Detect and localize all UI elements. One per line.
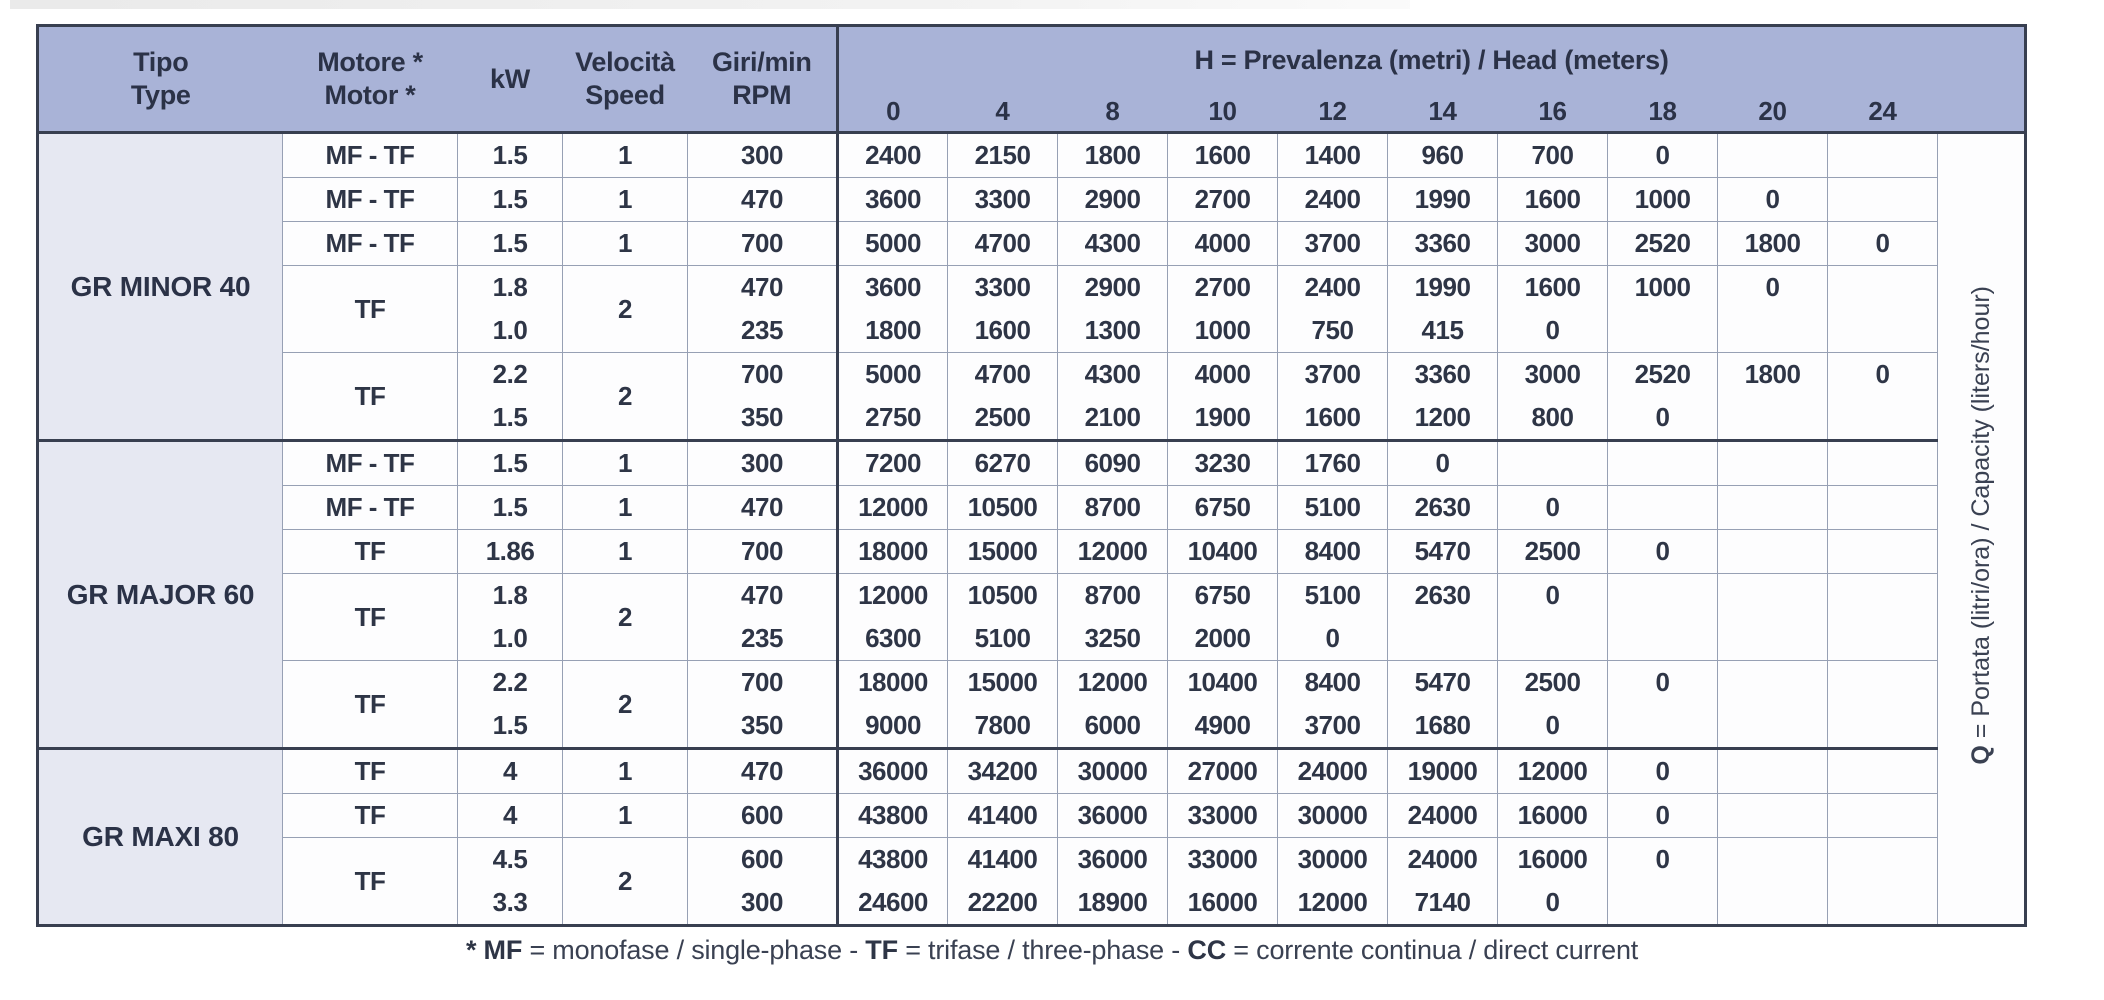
head-8-cell: 12000	[1058, 530, 1168, 574]
head-16-cell: 16000	[1498, 794, 1608, 838]
head-0-cell: 5000 2750	[838, 353, 948, 441]
kw-cell: 1.8 1.0	[458, 574, 563, 661]
speed-cell: 2	[563, 266, 688, 353]
head-16-cell: 2500 0	[1498, 661, 1608, 749]
head-12-cell: 1400	[1278, 133, 1388, 178]
head-value-18: 18	[1608, 93, 1718, 133]
speed-cell: 2	[563, 838, 688, 926]
col-header-motore	[283, 26, 458, 133]
head-8-cell: 8700	[1058, 486, 1168, 530]
head-4-cell: 6270	[948, 441, 1058, 486]
head-4-cell: 4700	[948, 222, 1058, 266]
speed-cell: 1	[563, 530, 688, 574]
head-12-cell: 5100	[1278, 486, 1388, 530]
motor-cell: TF	[283, 794, 458, 838]
head-4-cell: 10500	[948, 486, 1058, 530]
motor-cell: TF	[283, 574, 458, 661]
kw-cell: 2.2 1.5	[458, 661, 563, 749]
head-18-cell	[1608, 486, 1718, 530]
head-24-cell	[1828, 486, 1938, 530]
head-10-cell: 6750	[1168, 486, 1278, 530]
head-20-cell	[1718, 749, 1828, 794]
kw-cell: 1.5	[458, 133, 563, 178]
head-14-cell: 3360	[1388, 222, 1498, 266]
table-row	[38, 222, 2026, 266]
head-18-cell	[1608, 574, 1718, 661]
speed-cell: 2	[563, 574, 688, 661]
head-14-cell: 5470	[1388, 530, 1498, 574]
head-24-cell	[1828, 661, 1938, 749]
head-value-8: 8	[1058, 93, 1168, 133]
col-header-tipo	[38, 26, 283, 133]
head-16-cell: 3000 800	[1498, 353, 1608, 441]
kw-cell: 1.5	[458, 178, 563, 222]
head-24-cell	[1828, 178, 1938, 222]
head-8-cell: 2900	[1058, 178, 1168, 222]
table-row	[38, 486, 2026, 530]
kw-cell: 1.8 1.0	[458, 266, 563, 353]
head-value-q-slot	[1938, 93, 2026, 133]
head-14-cell: 24000	[1388, 794, 1498, 838]
head-12-cell: 30000 12000	[1278, 838, 1388, 926]
speed-cell: 2	[563, 353, 688, 441]
speed-cell: 1	[563, 794, 688, 838]
motor-cell: MF - TF	[283, 441, 458, 486]
rpm-cell: 700	[688, 222, 838, 266]
motor-cell: TF	[283, 749, 458, 794]
head-18-cell: 0	[1608, 530, 1718, 574]
kw-cell: 4	[458, 749, 563, 794]
scan-artifact	[10, 0, 1410, 9]
motor-cell: MF - TF	[283, 222, 458, 266]
speed-cell: 1	[563, 133, 688, 178]
head-8-cell: 8700 3250	[1058, 574, 1168, 661]
head-12-cell: 1760	[1278, 441, 1388, 486]
head-4-cell: 15000	[948, 530, 1058, 574]
head-24-cell	[1828, 838, 1938, 926]
head-12-cell: 5100 0	[1278, 574, 1388, 661]
head-16-cell: 2500	[1498, 530, 1608, 574]
head-4-cell: 41400 22200	[948, 838, 1058, 926]
head-14-cell: 5470 1680	[1388, 661, 1498, 749]
head-0-cell: 2400	[838, 133, 948, 178]
speed-cell: 1	[563, 749, 688, 794]
head-12-cell: 24000	[1278, 749, 1388, 794]
head-4-cell: 15000 7800	[948, 661, 1058, 749]
head-14-cell: 2630	[1388, 574, 1498, 661]
head-14-cell: 2630	[1388, 486, 1498, 530]
head-14-cell: 1990	[1388, 178, 1498, 222]
rpm-cell: 700 350	[688, 661, 838, 749]
table-row	[38, 133, 2026, 178]
head-0-cell: 12000	[838, 486, 948, 530]
kw-cell: 1.5	[458, 222, 563, 266]
motor-cell: TF	[283, 838, 458, 926]
head-14-cell: 1990 415	[1388, 266, 1498, 353]
table-body	[38, 133, 2026, 926]
speed-cell: 2	[563, 661, 688, 749]
rpm-cell: 300	[688, 441, 838, 486]
head-10-cell: 1600	[1168, 133, 1278, 178]
tipo-label-en: Type	[130, 80, 191, 110]
head-24-cell: 0	[1828, 353, 1938, 441]
rpm-cell: 300	[688, 133, 838, 178]
head-10-cell: 4000 1900	[1168, 353, 1278, 441]
head-24-cell	[1828, 794, 1938, 838]
head-8-cell: 2900 1300	[1058, 266, 1168, 353]
kw-cell: 4.5 3.3	[458, 838, 563, 926]
speed-cell: 1	[563, 222, 688, 266]
tipo-label-it: Tipo	[133, 47, 189, 78]
head-10-cell: 33000 16000	[1168, 838, 1278, 926]
head-value-10: 10	[1168, 93, 1278, 133]
head-value-0: 0	[838, 93, 948, 133]
head-12-cell: 3700	[1278, 222, 1388, 266]
head-0-cell: 7200	[838, 441, 948, 486]
head-0-cell: 3600 1800	[838, 266, 948, 353]
tipo-cell-gr-major-60: GR MAJOR 60	[38, 441, 283, 749]
tipo-cell-gr-maxi-80: GR MAXI 80	[38, 749, 283, 926]
rpm-cell: 700 350	[688, 353, 838, 441]
motor-cell: TF	[283, 661, 458, 749]
col-header-giri	[688, 26, 838, 133]
col-header-kw: kW	[458, 26, 563, 133]
head-12-cell: 3700 1600	[1278, 353, 1388, 441]
head-18-cell: 0	[1608, 133, 1718, 178]
head-24-cell: 0	[1828, 222, 1938, 266]
motore-label-en: Motor *	[324, 80, 416, 110]
head-14-cell: 960	[1388, 133, 1498, 178]
head-4-cell: 41400	[948, 794, 1058, 838]
head-4-cell: 3300 1600	[948, 266, 1058, 353]
head-24-cell	[1828, 133, 1938, 178]
head-20-cell	[1718, 133, 1828, 178]
head-4-cell: 3300	[948, 178, 1058, 222]
head-8-cell: 4300 2100	[1058, 353, 1168, 441]
head-18-cell: 2520	[1608, 222, 1718, 266]
head-0-cell: 18000 9000	[838, 661, 948, 749]
rpm-cell: 470	[688, 749, 838, 794]
kw-cell: 1.5	[458, 486, 563, 530]
rpm-cell: 470 235	[688, 266, 838, 353]
head-16-cell: 3000	[1498, 222, 1608, 266]
head-16-cell: 700	[1498, 133, 1608, 178]
motor-cell: TF	[283, 530, 458, 574]
head-10-cell: 10400 4900	[1168, 661, 1278, 749]
head-value-4: 4	[948, 93, 1058, 133]
speed-cell: 1	[563, 486, 688, 530]
rpm-cell: 700	[688, 530, 838, 574]
head-8-cell: 36000 18900	[1058, 838, 1168, 926]
head-10-cell: 33000	[1168, 794, 1278, 838]
motor-cell: TF	[283, 266, 458, 353]
head-12-cell: 8400 3700	[1278, 661, 1388, 749]
pump-capacity-table	[36, 24, 2027, 927]
head-10-cell: 6750 2000	[1168, 574, 1278, 661]
head-18-cell	[1608, 441, 1718, 486]
head-20-cell	[1718, 486, 1828, 530]
kw-cell: 1.86	[458, 530, 563, 574]
head-8-cell: 12000 6000	[1058, 661, 1168, 749]
head-meters-symbol: H	[1194, 44, 1214, 75]
head-value-14: 14	[1388, 93, 1498, 133]
head-18-cell: 1000	[1608, 178, 1718, 222]
head-12-cell: 8400	[1278, 530, 1388, 574]
head-24-cell	[1828, 749, 1938, 794]
head-0-cell: 5000	[838, 222, 948, 266]
motor-cell: MF - TF	[283, 486, 458, 530]
head-4-cell: 10500 5100	[948, 574, 1058, 661]
table-row	[38, 794, 2026, 838]
head-16-cell	[1498, 441, 1608, 486]
rpm-cell: 600 300	[688, 838, 838, 926]
table-row	[38, 441, 2026, 486]
rpm-cell: 600	[688, 794, 838, 838]
head-0-cell: 43800 24600	[838, 838, 948, 926]
head-20-cell	[1718, 441, 1828, 486]
head-20-cell: 0	[1718, 266, 1828, 353]
table-row	[38, 749, 2026, 794]
head-24-cell	[1828, 574, 1938, 661]
giri-label-en: RPM	[732, 80, 792, 110]
table-row	[38, 178, 2026, 222]
head-12-cell: 2400	[1278, 178, 1388, 222]
motore-label-it: Motore *	[317, 47, 423, 78]
head-16-cell: 1600	[1498, 178, 1608, 222]
head-20-cell: 1800	[1718, 353, 1828, 441]
head-8-cell: 4300	[1058, 222, 1168, 266]
head-4-cell: 4700 2500	[948, 353, 1058, 441]
head-0-cell: 36000	[838, 749, 948, 794]
head-8-cell: 36000	[1058, 794, 1168, 838]
head-20-cell: 1800	[1718, 222, 1828, 266]
head-value-16: 16	[1498, 93, 1608, 133]
table-row	[38, 530, 2026, 574]
head-value-20: 20	[1718, 93, 1828, 133]
head-value-24: 24	[1828, 93, 1938, 133]
head-0-cell: 3600	[838, 178, 948, 222]
head-18-cell: 2520 0	[1608, 353, 1718, 441]
head-value-12: 12	[1278, 93, 1388, 133]
head-16-cell: 12000	[1498, 749, 1608, 794]
head-20-cell: 0	[1718, 178, 1828, 222]
tipo-cell-gr-minor-40: GR MINOR 40	[38, 133, 283, 441]
head-12-cell: 30000	[1278, 794, 1388, 838]
rpm-cell: 470	[688, 486, 838, 530]
head-4-cell: 34200	[948, 749, 1058, 794]
head-8-cell: 30000	[1058, 749, 1168, 794]
head-0-cell: 43800	[838, 794, 948, 838]
head-16-cell: 0	[1498, 574, 1608, 661]
pump-capacity-table-wrap	[36, 24, 2027, 927]
head-14-cell: 19000	[1388, 749, 1498, 794]
head-24-cell	[1828, 530, 1938, 574]
head-24-cell	[1828, 266, 1938, 353]
table-row	[38, 574, 2026, 661]
head-14-cell: 24000 7140	[1388, 838, 1498, 926]
head-14-cell: 3360 1200	[1388, 353, 1498, 441]
head-14-cell: 0	[1388, 441, 1498, 486]
motor-cell: TF	[283, 353, 458, 441]
motor-cell: MF - TF	[283, 178, 458, 222]
head-18-cell: 1000	[1608, 266, 1718, 353]
head-20-cell	[1718, 794, 1828, 838]
giri-label-it: Giri/min	[711, 47, 812, 78]
head-20-cell	[1718, 661, 1828, 749]
head-10-cell: 4000	[1168, 222, 1278, 266]
head-20-cell	[1718, 574, 1828, 661]
head-16-cell: 16000 0	[1498, 838, 1608, 926]
head-16-cell: 0	[1498, 486, 1608, 530]
velocita-label-en: Speed	[585, 80, 665, 110]
head-10-cell: 3230	[1168, 441, 1278, 486]
rpm-cell: 470	[688, 178, 838, 222]
head-10-cell: 2700 1000	[1168, 266, 1278, 353]
head-18-cell: 0	[1608, 838, 1718, 926]
head-18-cell: 0	[1608, 661, 1718, 749]
rpm-cell: 470 235	[688, 574, 838, 661]
kw-cell: 1.5	[458, 441, 563, 486]
kw-cell: 2.2 1.5	[458, 353, 563, 441]
table-row	[38, 661, 2026, 749]
table-row	[38, 266, 2026, 353]
speed-cell: 1	[563, 178, 688, 222]
head-0-cell: 12000 6300	[838, 574, 948, 661]
head-0-cell: 18000	[838, 530, 948, 574]
head-18-cell: 0	[1608, 794, 1718, 838]
table-row	[38, 838, 2026, 926]
head-4-cell: 2150	[948, 133, 1058, 178]
head-20-cell	[1718, 838, 1828, 926]
col-header-velocita	[563, 26, 688, 133]
head-20-cell	[1718, 530, 1828, 574]
head-10-cell: 2700	[1168, 178, 1278, 222]
head-18-cell: 0	[1608, 749, 1718, 794]
head-10-cell: 10400	[1168, 530, 1278, 574]
head-meters-header	[838, 26, 2026, 94]
head-16-cell: 1600 0	[1498, 266, 1608, 353]
head-24-cell	[1828, 441, 1938, 486]
kw-cell: 4	[458, 794, 563, 838]
head-10-cell: 27000	[1168, 749, 1278, 794]
speed-cell: 1	[563, 441, 688, 486]
velocita-label-it: Velocità	[575, 47, 675, 78]
head-12-cell: 2400 750	[1278, 266, 1388, 353]
table-row	[38, 353, 2026, 441]
table-header	[38, 26, 2026, 133]
motor-cell: MF - TF	[283, 133, 458, 178]
head-8-cell: 6090	[1058, 441, 1168, 486]
capacity-axis-label: Q = Portata (litri/ora) / Capacity (liters/hour)	[1938, 133, 2026, 926]
head-8-cell: 1800	[1058, 133, 1168, 178]
head-meters-text: = Prevalenza (metri) / Head (meters)	[1213, 44, 1669, 75]
footnote: * MF = monofase / single-phase - TF = trifase / three-phase - CC = corrente continua / direct current	[465, 935, 1639, 965]
